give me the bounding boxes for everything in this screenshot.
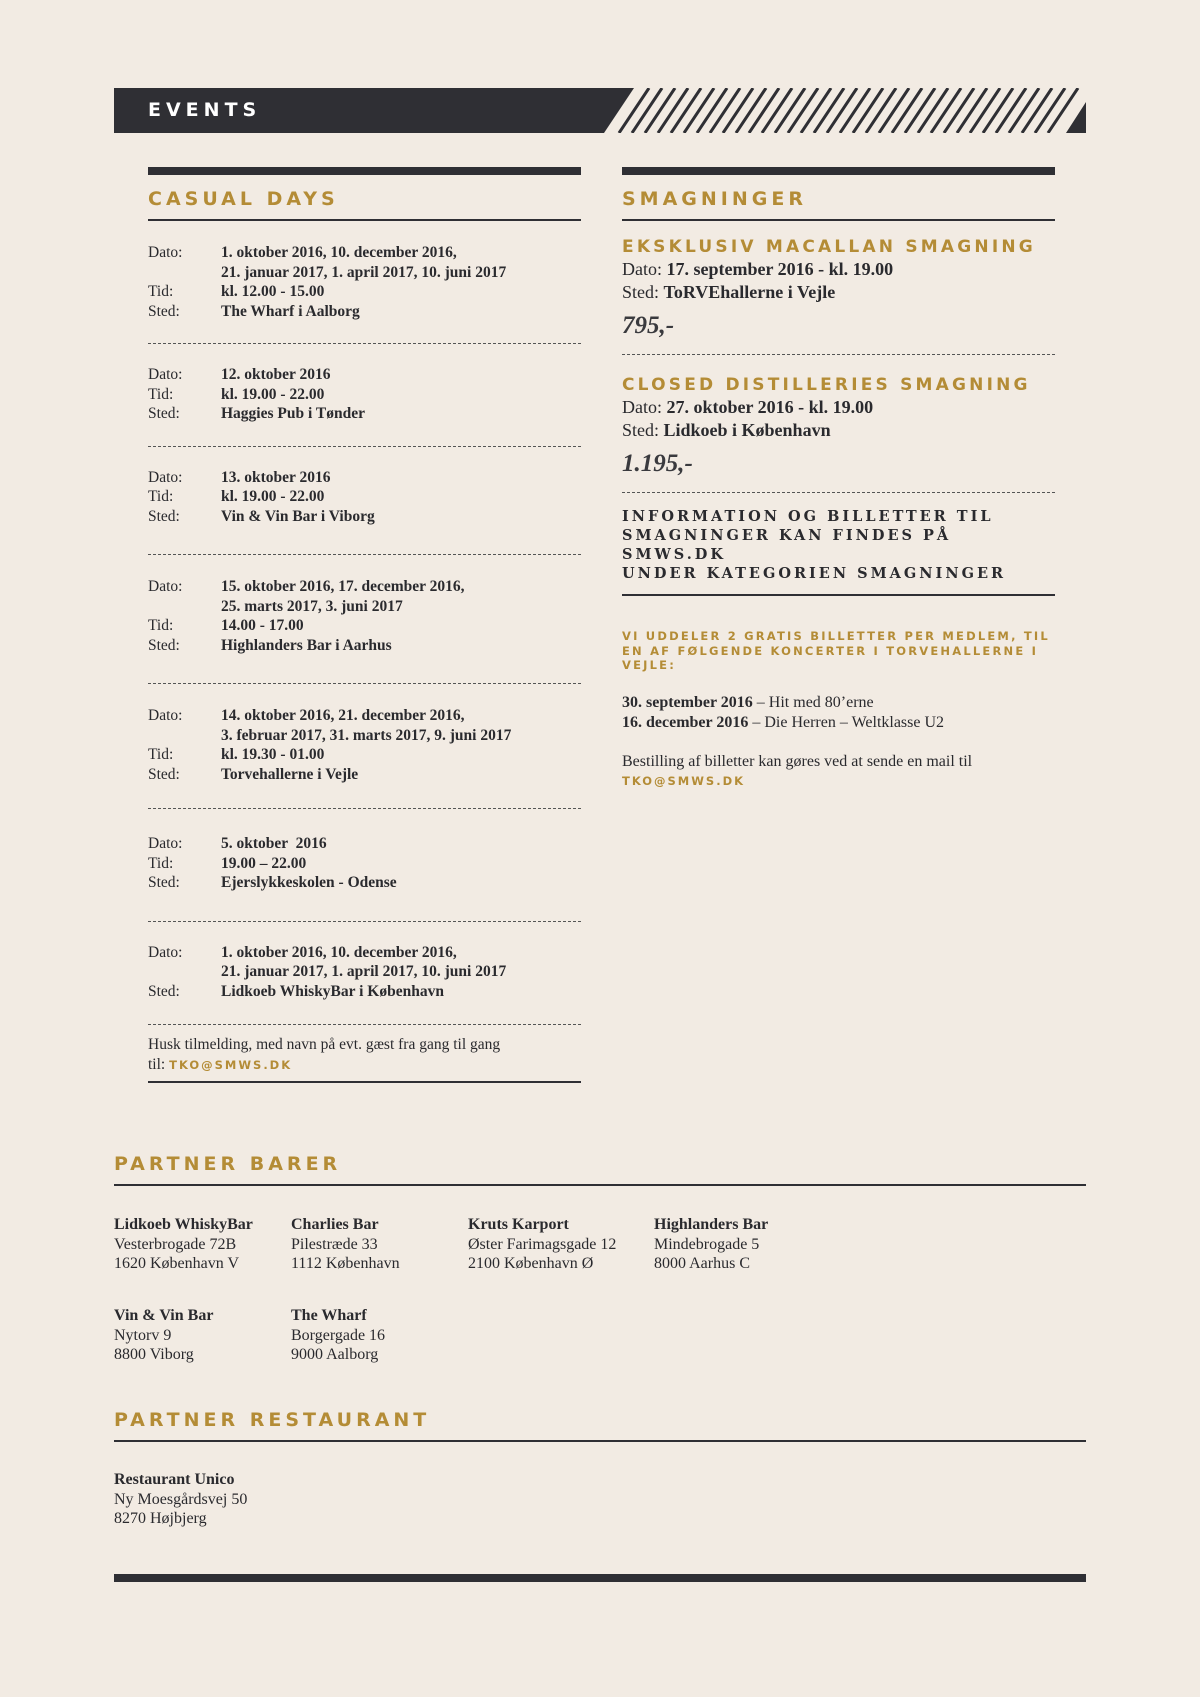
section-top-bar [622,167,1055,175]
section-top-bar [148,167,581,175]
tasting-date: 27. oktober 2016 - kl. 19.00 [666,397,874,417]
dashed-divider [148,808,581,809]
bar-city: 2100 København Ø [468,1255,594,1272]
event-place: Highlanders Bar i Aarhus [221,636,392,654]
event-place: Haggies Pub i Tønder [221,405,365,422]
event-date-cont: 25. marts 2017, 3. juni 2017 [221,597,403,615]
dashed-divider [148,343,581,344]
event-entry [148,365,581,424]
info-line: SMAGNINGER KAN FINDES PÅ SMWS.DK [622,527,952,563]
dashed-divider [148,446,581,447]
time-label: Tid: [148,283,174,300]
date-label: Dato: [148,835,183,852]
page-title: EVENTS [148,99,262,121]
partner-bar [291,1215,400,1274]
bar-name: Kruts Karport [468,1216,569,1233]
booking-email-link[interactable]: TKO@SMWS.DK [622,773,746,788]
place-label: Sted: [148,982,180,1000]
place-label: Sted: [148,405,180,422]
tasting-place: Lidkoeb i København [663,420,831,440]
event-date: 1. oktober 2016, 10. december 2016, [221,244,457,261]
event-entry [148,706,581,784]
dashed-divider [148,1024,581,1025]
event-date: 12. oktober 2016 [221,366,331,383]
time-label: Tid: [148,488,174,505]
dashed-divider [148,554,581,555]
tasting-price: 1.195,- [622,450,693,477]
signup-email-link[interactable]: TKO@SMWS.DK [169,1058,293,1072]
event-place: The Wharf i Aalborg [221,302,360,320]
bar-name: Charlies Bar [291,1216,379,1233]
bar-city: 8000 Aarhus C [654,1255,750,1272]
event-date: 1. oktober 2016, 10. december 2016, [221,943,457,961]
signup-note [148,1035,581,1075]
place-label: Sted: [622,282,660,302]
time-label: Tid: [148,746,174,763]
event-date-cont: 21. januar 2017, 1. april 2017, 10. juni 2017 [221,963,507,980]
concert-item [622,693,1055,713]
event-date-cont: 3. februar 2017, 31. marts 2017, 9. juni 2017 [221,726,512,744]
divider [622,219,1055,221]
bar-city: 1112 København [291,1255,400,1272]
casual-days-section [148,167,581,1083]
tasting-title: EKSKLUSIV MACALLAN SMAGNING [622,237,1036,257]
event-entry [148,577,581,655]
bar-city: 8800 Viborg [114,1346,194,1363]
bar-name: Highlanders Bar [654,1216,769,1233]
place-label: Sted: [148,765,180,783]
divider [148,219,581,221]
tasting-price: 795,- [622,312,675,339]
bar-street: Mindebrogade 5 [654,1235,760,1253]
concert-date: 30. september 2016 [622,693,753,711]
time-label: Tid: [148,617,174,634]
concert-desc: – Hit med 80’erne [752,693,874,711]
booking-text: Bestilling af billetter kan gøres ved at sende en mail til [622,752,973,770]
event-place: Lidkoeb WhiskyBar i København [221,982,444,1000]
event-date: 14. oktober 2016, 21. december 2016, [221,707,465,724]
concert-intro-line: EN AF FØLGENDE KONCERTER I TORVEHALLERNE I [622,643,1039,658]
event-entry [148,468,581,527]
place-label: Sted: [148,302,180,320]
date-label: Dato: [148,578,183,595]
date-label: Dato: [622,397,662,417]
dashed-divider [148,683,581,684]
event-place: Vin & Vin Bar i Viborg [221,507,375,525]
bar-street: Pilestræde 33 [291,1235,378,1253]
tasting-place: ToRVEhallerne i Vejle [663,282,836,302]
concert-intro-line: VEJLE: [622,658,677,672]
partner-bar [468,1215,616,1274]
bar-street: Vesterbrogade 72B [114,1235,237,1253]
event-date-cont: 21. januar 2017, 1. april 2017, 10. juni 2017 [221,263,507,281]
event-time: kl. 19.30 - 01.00 [221,746,325,763]
footer-bar [114,1574,1086,1582]
concert-item [622,713,1055,733]
event-date: 15. oktober 2016, 17. december 2016, [221,578,465,595]
dashed-divider [622,354,1055,355]
event-place: Ejerslykkeskolen - Odense [221,874,397,891]
partner-bar [654,1215,768,1274]
event-time: 14.00 - 17.00 [221,617,304,634]
divider [114,1440,1086,1442]
place-label: Sted: [148,507,180,525]
smagninger-title: SMAGNINGER [622,188,807,210]
dashed-divider [622,492,1055,493]
signup-note-prefix: til: [148,1056,166,1073]
info-text [622,507,1055,583]
date-label: Dato: [148,707,183,724]
concert-desc: – Die Herren – Weltklasse U2 [748,713,945,731]
event-place: Torvehallerne i Vejle [221,765,359,783]
bar-street: Øster Farimagsgade 12 [468,1235,617,1253]
bar-name: The Wharf [291,1307,367,1324]
divider [148,1081,581,1083]
info-line: UNDER KATEGORIEN SMAGNINGER [622,565,1007,582]
event-entry [148,943,581,1002]
divider [622,594,1055,596]
restaurant-city: 8270 Højbjerg [114,1510,207,1527]
place-label: Sted: [148,636,180,654]
bar-street: Nytorv 9 [114,1326,172,1344]
dashed-divider [148,921,581,922]
event-entry [148,243,581,321]
bar-city: 1620 København V [114,1255,240,1272]
time-label: Tid: [148,385,174,403]
divider [114,1184,1086,1186]
event-time: kl. 19.00 - 22.00 [221,488,325,505]
tasting-entry [622,236,1055,340]
event-time: kl. 12.00 - 15.00 [221,283,325,300]
concert-list [622,693,1055,733]
smagninger-section [622,167,1055,788]
event-entry [148,834,581,893]
tasting-date: 17. september 2016 - kl. 19.00 [666,259,894,279]
date-label: Dato: [148,468,183,486]
event-date: 5. oktober 2016 [221,835,327,852]
place-label: Sted: [148,874,180,891]
bar-city: 9000 Aalborg [291,1346,379,1363]
partner-bar [114,1215,253,1274]
signup-note-text: Husk tilmelding, med navn på evt. gæst fra gang til gang [148,1036,501,1053]
date-label: Dato: [148,244,183,261]
partner-restaurant-section [114,1408,1086,1442]
partner-restaurant-title: PARTNER RESTAURANT [114,1409,431,1431]
concert-intro-line: VI UDDELER 2 GRATIS BILLETTER PER MEDLEM, TIL [622,629,1050,643]
event-time: 19.00 – 22.00 [221,854,307,872]
bar-name: Vin & Vin Bar [114,1307,214,1324]
tasting-entry [622,374,1055,478]
restaurant-street: Ny Moesgårdsvej 50 [114,1490,248,1508]
time-label: Tid: [148,854,174,872]
event-time: kl. 19.00 - 22.00 [221,385,325,403]
concert-date: 16. december 2016 [622,713,749,731]
concert-intro [622,629,1055,673]
tasting-title: CLOSED DISTILLERIES SMAGNING [622,375,1031,395]
partner-bar [291,1306,385,1365]
partner-bar [114,1306,213,1365]
partner-restaurant [114,1470,247,1529]
partner-bars-section [114,1152,1086,1186]
casual-days-title: CASUAL DAYS [148,188,339,210]
partner-bars-title: PARTNER BARER [114,1153,342,1175]
date-label: Dato: [622,259,662,279]
bar-name: Lidkoeb WhiskyBar [114,1216,253,1233]
place-label: Sted: [622,420,660,440]
restaurant-name: Restaurant Unico [114,1471,235,1488]
bar-street: Borgergade 16 [291,1326,386,1344]
event-date: 13. oktober 2016 [221,468,331,486]
date-label: Dato: [148,943,183,961]
date-label: Dato: [148,366,183,383]
info-line: INFORMATION OG BILLETTER TIL [622,508,994,525]
